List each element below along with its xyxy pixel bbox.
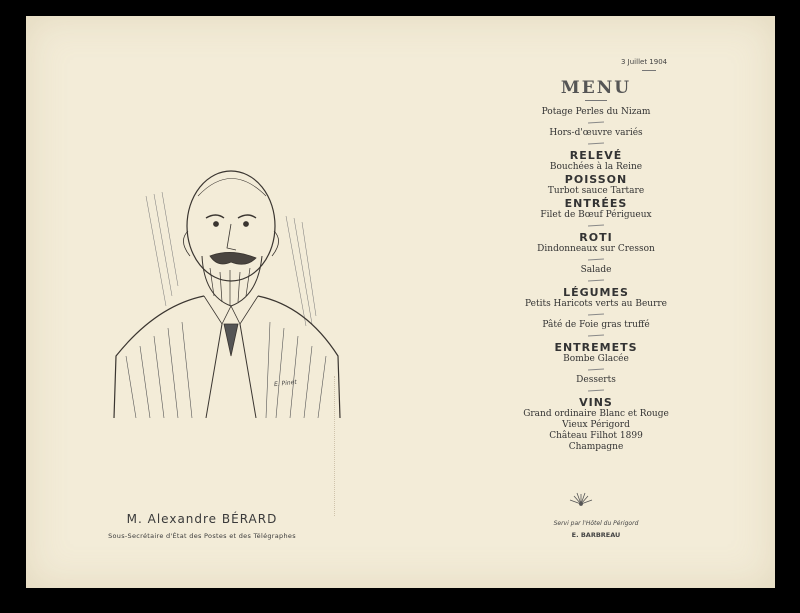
- menu-course-heading: ROTI: [579, 231, 613, 244]
- portrait-subtitle: Sous-Secrétaire d'État des Postes et des Télégraphes: [108, 532, 296, 540]
- portrait-engraving: [106, 156, 346, 418]
- menu-dish: Desserts: [576, 375, 616, 385]
- engraver-signature: E. Pinet: [273, 378, 298, 389]
- menu-separator: [496, 221, 696, 231]
- menu-dish: Grand ordinaire Blanc et Rouge: [523, 409, 669, 419]
- date-rule: [642, 70, 656, 71]
- menu-dish: Hors-d'œuvre variés: [549, 128, 643, 138]
- menu-dish: Vieux Périgord: [562, 420, 630, 430]
- menu-course-heading: VINS: [579, 396, 613, 409]
- served-by-name: E. BARBREAU: [571, 531, 621, 539]
- served-by: Servi par l'Hôtel du Périgord: [553, 520, 639, 527]
- menu-separator: [496, 118, 696, 128]
- menu-separator: [496, 310, 696, 320]
- menu-column: [496, 78, 696, 453]
- menu-course-heading: LÉGUMES: [563, 286, 629, 299]
- menu-title-rule: [585, 100, 607, 101]
- menu-separator: [496, 276, 696, 286]
- menu-separator: [496, 365, 696, 375]
- menu-separator: [496, 139, 696, 149]
- menu-title: MENU: [560, 78, 632, 98]
- menu-separator: [496, 255, 696, 265]
- menu-card: [26, 16, 775, 588]
- menu-course-heading: ENTRÉES: [564, 197, 628, 210]
- menu-dish: Salade: [580, 265, 612, 275]
- menu-course-heading: POISSON: [564, 173, 628, 186]
- menu-course-heading: ENTREMETS: [554, 341, 638, 354]
- portrait-name: M. Alexandre BÉRARD: [126, 512, 278, 526]
- menu-dish: Champagne: [568, 442, 624, 452]
- menu-dish: Bouchées à la Reine: [549, 162, 643, 172]
- menu-items: [496, 107, 696, 453]
- menu-dish: Château Filhot 1899: [549, 431, 643, 441]
- menu-separator: [496, 331, 696, 341]
- menu-dish: Bombe Glacée: [563, 354, 629, 364]
- menu-dish: Petits Haricots verts au Beurre: [524, 299, 668, 309]
- menu-dish: Filet de Bœuf Périgueux: [540, 210, 652, 220]
- menu-separator: [496, 386, 696, 396]
- menu-dish: Pâté de Foie gras truffé: [542, 320, 650, 330]
- menu-dish: Dindonneaux sur Cresson: [537, 244, 655, 254]
- menu-date: 3 Juillet 1904: [621, 58, 668, 66]
- menu-dish: Turbot sauce Tartare: [547, 186, 645, 196]
- menu-course-heading: RELEVÉ: [569, 149, 623, 162]
- ornament-icon: [566, 490, 596, 506]
- menu-dish: Potage Perles du Nizam: [541, 107, 651, 117]
